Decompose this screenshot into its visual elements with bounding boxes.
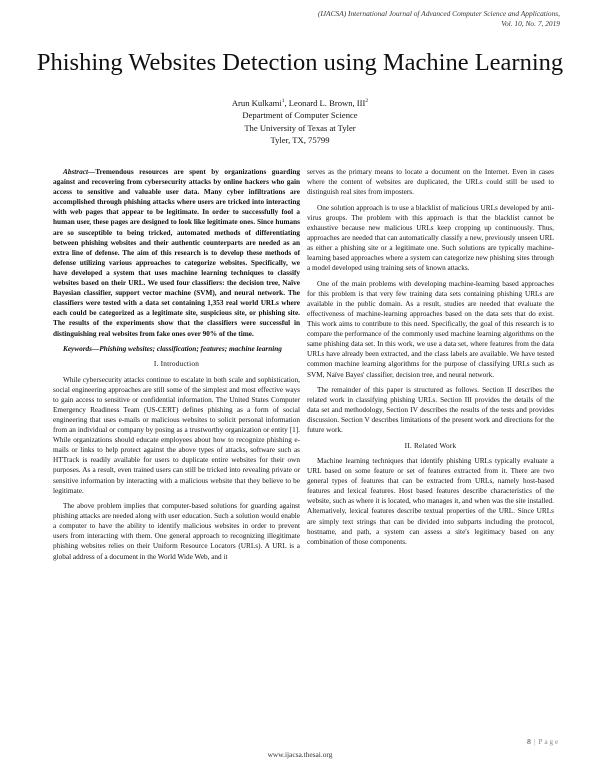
- intro-paragraph-2: The above problem implies that computer-based solutions for guarding against phishing attacks are needed along with user education. Such a solution would enable a computer to have the ability to identify malicious websites in order to prevent users from interacting with them. One general approach to recognizing illegitimate phishing websites relies on their Uniform Resource Locators (URLs). A URL is a global address of a document in the World Wide Web, and it: [53, 502, 300, 561]
- section-heading-related-work: II. Related Work: [404, 440, 457, 450]
- intro-paragraph-3: One solution approach is to use a blacklist of malicious URLs developed by anti-virus groups. The problem with this approach is that the blacklist cannot be exhaustive because new malicious URLs keep cropping up continuously. Thus, approaches are needed that can automatically classify a new, previously unseen URL as either a phishing site or a legitimate one. Such solutions are typically machine-learning based approaches where a system can categorize new phishing sites through a model developed using training sets of known attacks.: [307, 203, 554, 273]
- keywords: Keywords—Phishing websites; classification; features; machine learning: [63, 344, 282, 353]
- journal-header: [318, 9, 560, 28]
- right-column: [307, 167, 554, 552]
- affiliation-department: Department of Computer Science: [242, 110, 358, 121]
- journal-volume: Vol. 10, No. 7, 2019: [501, 18, 560, 28]
- abstract-label: Abstract—: [63, 168, 96, 176]
- page-number-value: 8: [527, 737, 532, 746]
- abstract: [53, 167, 300, 339]
- author-1-affil-mark: 1: [281, 98, 285, 104]
- author-2: Leonard L. Brown, III: [288, 97, 366, 108]
- page-number-label: Page: [538, 737, 560, 746]
- paper-title: Phishing Websites Detection using Machine Learning: [36, 49, 564, 76]
- intro-paragraph-4: One of the main problems with developing machine-learning based approaches for this problem is that very few training data sets containing phishing URLs are available in the public domain. As a result, studies are needed that evaluate the effectiveness of machine-learning approaches based on the data sets that do exist. This work aims to contribute to this need. Specifically, the goal of this research is to compare the performance of the commonly used machine learning algorithms on the same phishing data set. In this work, we use a data set, where features from the data URLs have already been extracted, and the class labels are available. We have tested common machine learning algorithms for the purpose of classifying URLs such as SVM, Naïve Bayes' classifier, decision tree, and neural network.: [307, 279, 554, 379]
- author-2-affil-mark: 2: [365, 98, 369, 104]
- affiliation-university: The University of Texas at Tyler: [244, 122, 356, 133]
- affiliation-location: Tyler, TX, 75799: [270, 135, 330, 146]
- author-block: [0, 95, 600, 147]
- journal-name: (IJACSA) International Journal of Advanced Computer Science and Applications,: [317, 9, 560, 18]
- related-work-paragraph-1: Machine learning techniques that identify phishing URLs typically evaluate a URL based on some feature or set of features extracted from it. There are two general types of features that can be extracted from URLs, namely host-based features and lexical features. Host based features describe characteristics of the website, such as where it is located, who manages it, and when was the site installed. Alternatively, lexical features describe textual properties of the URL. Since URLs are simply text strings that can be divided into subparts including the protocol, hostname, and path, a system can assess a site's legitimacy based on any combination of those components.: [307, 457, 554, 546]
- intro-paragraph-2-continued: serves as the primary means to locate a document on the Internet. Even in cases where the content of websites are duplicated, the URLs could still be used to distinguish real sites from imposters.: [307, 168, 554, 197]
- intro-paragraph-1: While cybersecurity attacks continue to escalate in both scale and sophistication, social engineering approaches are still some of the simplest and most effective ways to gain access to sensitive or confidential information. The United States Computer Emergency Readiness Team (US-CERT) defines phishing as a form of social engineering that uses e-mails or malicious websites to solicit personal information from an individual or company by posing as a trustworthy organization or entity [1]. While organizations should educate employees about how to recognize phishing e-mails or links to help protect against the above types of attacks, software such as HTTrack is readily available for users to duplicate entire websites for their own purposes. As a result, even trained users can still be tricked into revealing private or sensitive information by interacting with a malicious website that they believe to be legitimate.: [53, 375, 300, 495]
- author-separator: ,: [284, 97, 289, 108]
- section-heading-introduction: I. Introduction: [153, 359, 200, 369]
- left-column: [53, 167, 300, 567]
- abstract-body: Tremendous resources are spent by organizations guarding against and recovering from cybersecurity attacks by online hackers who gain access to sensitive and valuable user data. Many cyber infiltrations are accomplished through phishing attacks where users are tricked into interacting with web pages that appear to be legitimate. In order to successfully fool a human user, these pages are designed to look like legitimate ones. Since humans are so susceptible to being tricked, automated methods of differentiating between phishing websites and their authentic counterparts are needed as an extra line of defense. The aim of this research is to develop these methods of defense utilizing various approaches to categorize websites. Specifically, we have developed a system that uses machine learning techniques to classify websites based on their URL. We used four classifiers: the decision tree, Naïve Bayesian classifier, support vector machine (SVM), and neural network. The classifiers were tested with a data set containing 1,353 real world URLs where each could be categorized as a legitimate site, suspicious site, or phishing site. The results of the experiments show that the classifiers were successful in distinguishing real websites from fake ones over 90% of the time.: [53, 168, 300, 338]
- author-names: [0, 95, 600, 109]
- intro-paragraph-5: The remainder of this paper is structured as follows. Section II describes the related work in classifying phishing URLs. Section III provides the details of the data set and methodology, Section IV describes the results of the tests and provides discussion. Section V describes limitations of the present work and directions for the future work.: [307, 386, 554, 435]
- page-number: [527, 737, 560, 746]
- page-number-separator: |: [531, 737, 539, 746]
- journal-url: www.ijacsa.thesai.org: [267, 750, 333, 759]
- author-1: Arun Kulkami: [231, 97, 282, 108]
